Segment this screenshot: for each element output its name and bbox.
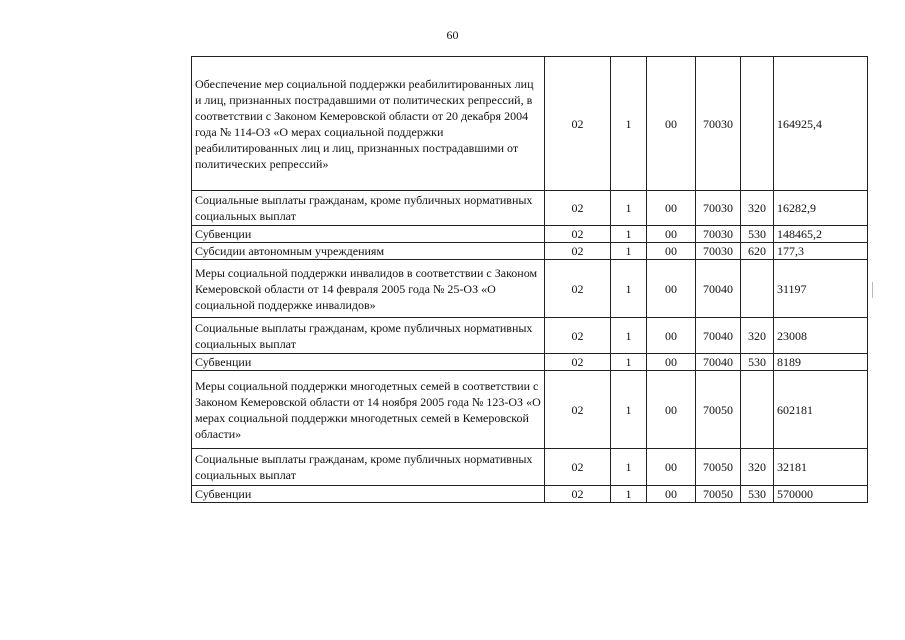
pr-code: 1: [611, 318, 647, 354]
table-row: [192, 371, 868, 449]
csr-code-part1: 00: [647, 57, 696, 191]
row-name: Субвенции: [192, 354, 545, 371]
rz-code: 02: [545, 243, 611, 260]
row-name: Социальные выплаты гражданам, кроме публичных нормативных социальных выплат: [192, 318, 545, 354]
rz-code: 02: [545, 371, 611, 449]
vr-code: [741, 371, 774, 449]
sum-value: 164925,4: [774, 57, 868, 191]
vr-code: [741, 57, 774, 191]
row-name: Меры социальной поддержки инвалидов в соответствии с Законом Кемеровской области от 14 февраля 2005 года № 25-ОЗ «О социальной поддержке инвалидов»: [192, 260, 545, 318]
row-name: Меры социальной поддержки многодетных семей в соответствии с Законом Кемеровской области от 14 ноября 2005 года № 123-ОЗ «О мерах социальной поддержки многодетных семей в Кемеровской области»: [192, 371, 545, 449]
csr-code-part1: 00: [647, 449, 696, 486]
pr-code: 1: [611, 191, 647, 226]
pr-code: 1: [611, 371, 647, 449]
csr-code-part2: 70030: [696, 57, 741, 191]
csr-code-part1: 00: [647, 371, 696, 449]
rz-code: 02: [545, 449, 611, 486]
row-name: Субсидии автономным учреждениям: [192, 243, 545, 260]
csr-code-part1: 00: [647, 486, 696, 503]
csr-code-part2: 70040: [696, 318, 741, 354]
vr-code: 620: [741, 243, 774, 260]
csr-code-part2: 70040: [696, 260, 741, 318]
row-name: Социальные выплаты гражданам, кроме публичных нормативных социальных выплат: [192, 449, 545, 486]
csr-code-part1: 00: [647, 318, 696, 354]
csr-code-part1: 00: [647, 260, 696, 318]
csr-code-part1: 00: [647, 354, 696, 371]
rz-code: 02: [545, 260, 611, 318]
csr-code-part2: 70050: [696, 486, 741, 503]
csr-code-part1: 00: [647, 243, 696, 260]
vr-code: 320: [741, 449, 774, 486]
sum-value: 16282,9: [774, 191, 868, 226]
sum-value: 602181: [774, 371, 868, 449]
sum-value: 31197: [774, 260, 868, 318]
rz-code: 02: [545, 318, 611, 354]
csr-code-part2: 70050: [696, 449, 741, 486]
sum-value: 8189: [774, 354, 868, 371]
page-number: 60: [446, 28, 459, 42]
table-row: [192, 226, 868, 243]
csr-code-part2: 70030: [696, 191, 741, 226]
table-row: [192, 243, 868, 260]
rz-code: 02: [545, 57, 611, 191]
vr-code: 530: [741, 226, 774, 243]
csr-code-part2: 70040: [696, 354, 741, 371]
vr-code: 320: [741, 191, 774, 226]
row-name: Обеспечение мер социальной поддержки реабилитированных лиц и лиц, признанных пострадавшими от политических репрессий, в соответствии с Законом Кемеровской области от 20 декабря 2004 года № 114-ОЗ «О мерах социальной поддержки реабилитированных лиц и лиц, признанных пострадавшими от политических репрессий»: [192, 57, 545, 191]
sum-value: 177,3: [774, 243, 868, 260]
csr-code-part2: 70030: [696, 243, 741, 260]
row-name: Субвенции: [192, 486, 545, 503]
pr-code: 1: [611, 449, 647, 486]
table-row: [192, 260, 868, 318]
sum-value: 570000: [774, 486, 868, 503]
table-row: [192, 191, 868, 226]
csr-code-part1: 00: [647, 191, 696, 226]
csr-code-part1: 00: [647, 226, 696, 243]
budget-table: [191, 56, 868, 503]
vr-code: 530: [741, 354, 774, 371]
rz-code: 02: [545, 191, 611, 226]
scan-edge-mark: [872, 282, 873, 298]
sum-value: 23008: [774, 318, 868, 354]
pr-code: 1: [611, 57, 647, 191]
csr-code-part2: 70030: [696, 226, 741, 243]
row-name: Субвенции: [192, 226, 545, 243]
row-name: Социальные выплаты гражданам, кроме публичных нормативных социальных выплат: [192, 191, 545, 226]
rz-code: 02: [545, 354, 611, 371]
pr-code: 1: [611, 260, 647, 318]
vr-code: [741, 260, 774, 318]
csr-code-part2: 70050: [696, 371, 741, 449]
sum-value: 32181: [774, 449, 868, 486]
table-row: [192, 354, 868, 371]
vr-code: 530: [741, 486, 774, 503]
pr-code: 1: [611, 226, 647, 243]
pr-code: 1: [611, 486, 647, 503]
rz-code: 02: [545, 226, 611, 243]
pr-code: 1: [611, 354, 647, 371]
vr-code: 320: [741, 318, 774, 354]
rz-code: 02: [545, 486, 611, 503]
table-row: [192, 449, 868, 486]
sum-value: 148465,2: [774, 226, 868, 243]
table-row: [192, 486, 868, 503]
table-row: [192, 57, 868, 191]
pr-code: 1: [611, 243, 647, 260]
table-row: [192, 318, 868, 354]
